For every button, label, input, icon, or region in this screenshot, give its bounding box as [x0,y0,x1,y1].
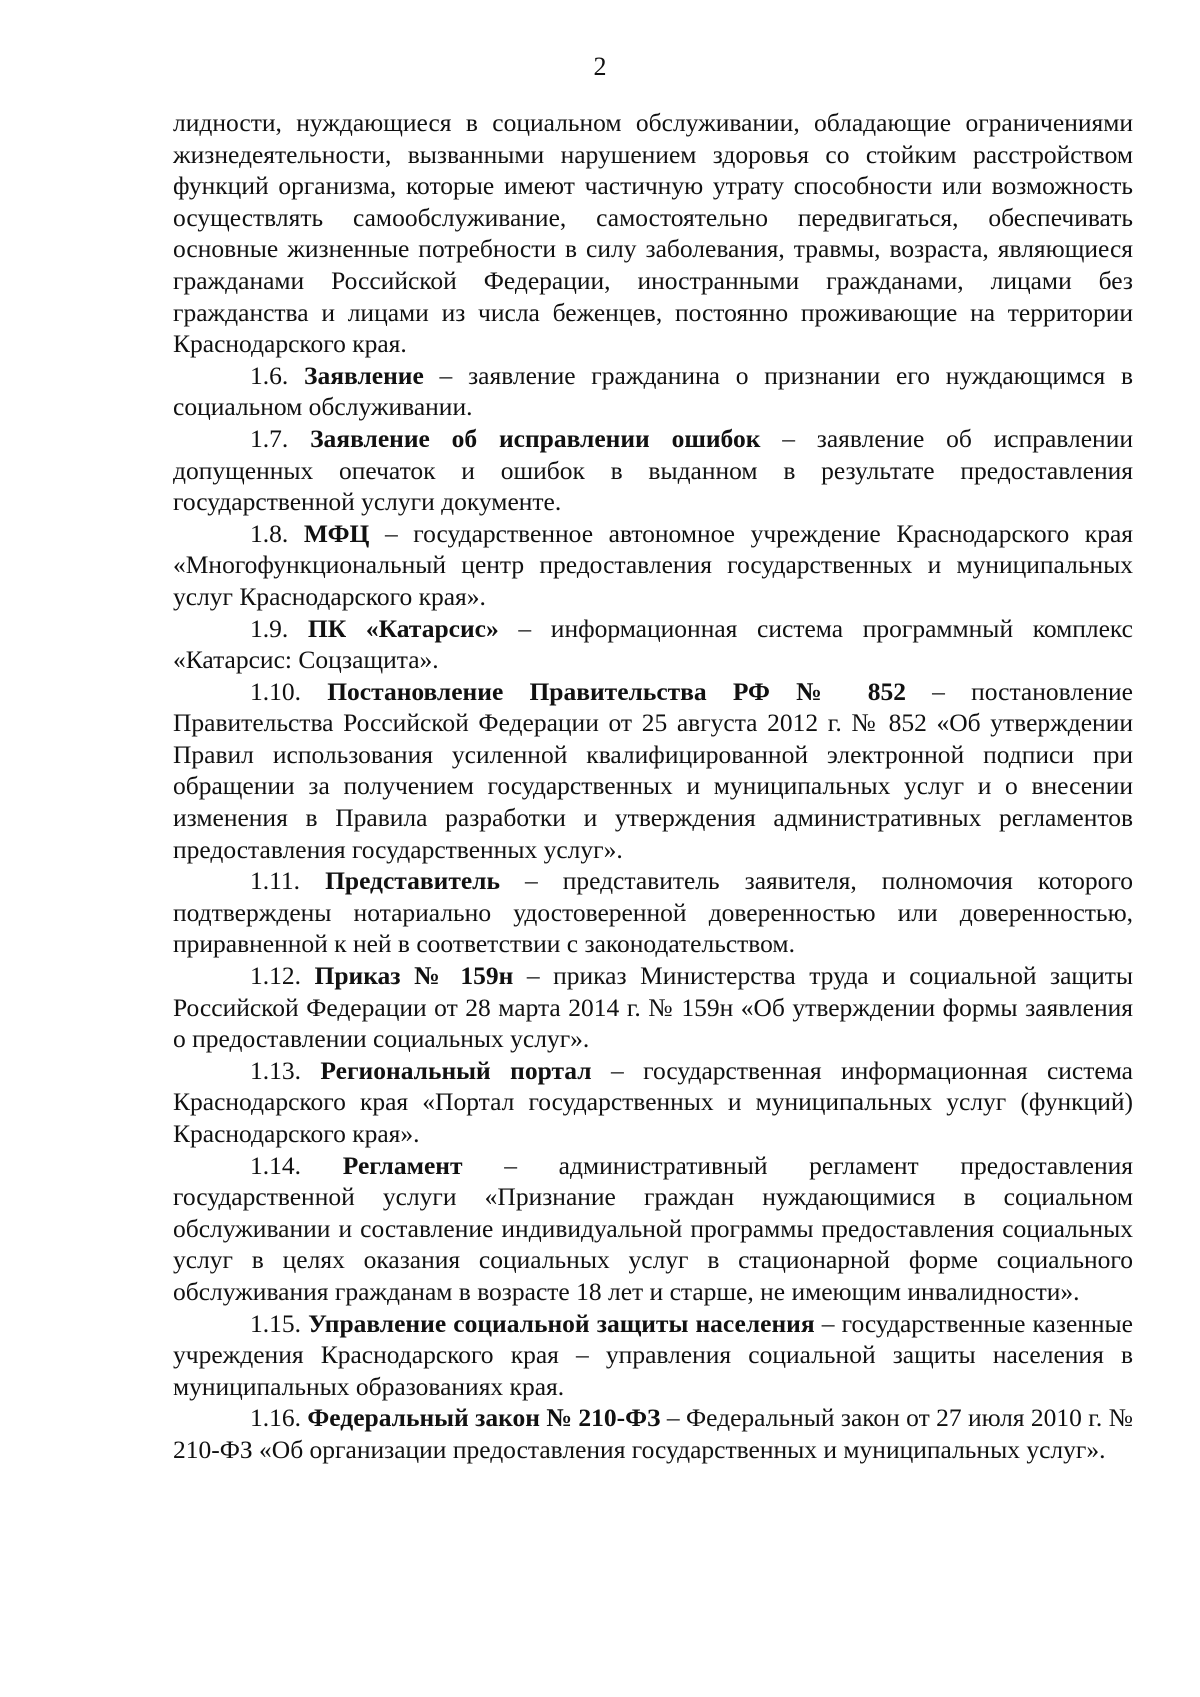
item-definition: – представитель заявителя, полномочия которого подтверждены нотариально удостоверенной доверенностью или доверенностью, приравненной к ней в соответствии с законодательством. [173,866,1134,959]
item-term: ПК «Катарсис» [307,613,499,643]
item-definition: – государственная информационная система Краснодарского края «Портал государственных и муниципальных услуг (функций) Краснодарского края». [173,1055,1133,1148]
document-body [173,107,1133,1466]
item-definition: – административный регламент предоставления государственной услуги «Признание граждан нуждающимися в социальном обслуживании и составление индивидуальной программы предоставления социальных услуг в целях оказания социальных услуг в стационарной форме социального обслуживания гражданам в возрасте 18 лет и старше, не имеющим инвалидности». [173,1150,1133,1306]
intro-paragraph: лидности, нуждающиеся в социальном обслуживании, обладающие ограничениями жизнедеятельности, вызванными нарушением здоровья со стойким расстройством функций организма, которые имеют частичную утрату способности или возможность осуществлять самообслуживание, самостоятельно передвигаться, обеспечивать основные жизненные потребности в силу заболевания, травмы, возраста, являющиеся гражданами Российской Федерации, иностранными гражданами, лицами без гражданства и лицами из числа беженцев, постоянно проживающие на территории Краснодарского края. [173,108,1133,359]
definition-item-1-6 [173,360,1133,423]
item-term: Федеральный закон № 210-ФЗ [307,1403,661,1433]
page-number: 2 [593,52,607,81]
definition-item-1-13 [173,1055,1133,1150]
item-number: 1.8. [250,518,289,548]
item-number: 1.7. [250,423,289,453]
item-definition: – информационная система программный комплекс «Катарсис: Соцзащита». [173,613,1134,675]
item-term: Представитель [325,866,500,896]
item-number: 1.13. [250,1055,301,1085]
item-definition: – заявление гражданина о признании его нуждающимся в социальном обслуживании. [173,360,1133,422]
item-number: 1.10. [250,676,301,706]
definition-item-1-10 [173,676,1133,866]
item-number: 1.6. [250,360,289,390]
item-number: 1.14. [250,1150,301,1180]
item-term: Региональный портал [320,1055,592,1085]
definition-item-1-12 [173,960,1133,1055]
item-definition: – государственное автономное учреждение Краснодарского края «Многофункциональный центр предоставления государственных и муниципальных услуг Краснодарского края». [173,518,1133,611]
item-term: Заявление об исправлении ошибок [310,423,761,453]
item-term: Регламент [342,1150,463,1180]
definition-item-1-14 [173,1150,1133,1308]
item-term: МФЦ [303,518,370,548]
definition-item-1-15 [173,1308,1133,1403]
definition-item-1-11 [173,865,1133,960]
item-term: Постановление Правительства РФ № 852 [327,676,906,706]
item-number: 1.16. [250,1403,301,1433]
definition-item-1-8 [173,518,1133,613]
definition-item-1-7 [173,423,1133,518]
item-number: 1.12. [250,961,301,991]
item-definition: – государственные казенные учреждения Краснодарского края – управления социальной защиты населения в муниципальных образованиях края. [173,1308,1134,1401]
definition-item-1-9 [173,613,1133,676]
item-number: 1.11. [250,866,301,896]
item-number: 1.9. [250,613,289,643]
item-number: 1.15. [250,1308,301,1338]
item-definition: – постановление Правительства Российской Федерации от 25 августа 2012 г. № 852 «Об утверждении Правил использования усиленной квалифицированной электронной подписи при обращении за получением государственных и муниципальных услуг и о внесении изменения в Правила разработки и утверждения административных регламентов предоставления государственных услуг». [173,676,1133,864]
item-term: Приказ № 159н [314,961,514,991]
item-term: Заявление [304,360,424,390]
item-term: Управление социальной защиты населения [308,1308,815,1338]
item-definition: – Федеральный закон от 27 июля 2010 г. № 210-ФЗ «Об организации предоставления государственных и муниципальных услуг». [173,1403,1133,1464]
definition-item-1-16 [173,1402,1133,1465]
item-definition: – приказ Министерства труда и социальной защиты Российской Федерации от 28 марта 2014 г. № 159н «Об утверждении формы заявления о предоставлении социальных услуг». [173,961,1133,1054]
item-definition: – заявление об исправлении допущенных опечаток и ошибок в выданном в результате предоставления государственной услуги документе. [173,423,1133,517]
